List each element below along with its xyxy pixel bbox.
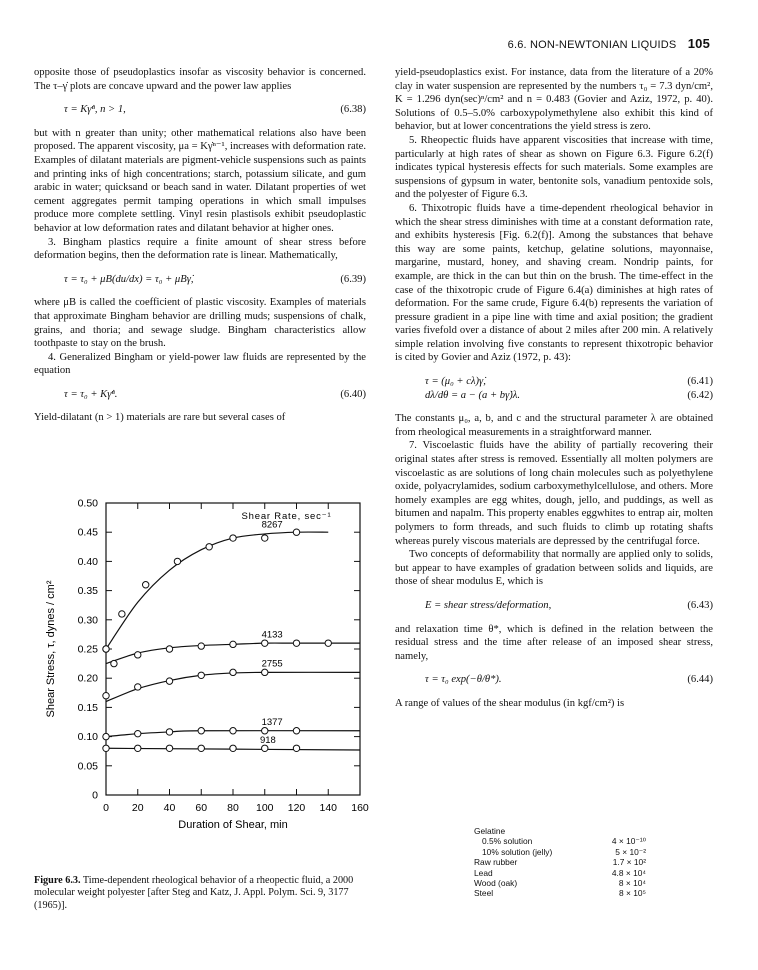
material-cell: Wood (oak) [474, 878, 518, 889]
data-point-8267 [293, 529, 299, 535]
equation-6-39: τ = τ₀ + μB(du/dx) = τ₀ + μBγ̇, (6.39) [64, 273, 366, 285]
data-point-1377 [262, 728, 268, 734]
data-point-4133 [293, 640, 299, 646]
table-row [474, 857, 646, 867]
data-point-2755 [166, 678, 172, 684]
x-tick-label: 20 [131, 802, 144, 814]
data-point-2755 [198, 672, 204, 678]
paragraph: where μB is called the coefficient of plastic viscosity. Examples of materials that approximate Bingham behavior are drilling muds; suspensions of chalk, grains, and thoria; and sewage sludge. Bingham characteristics allow toothpaste to stay on the brush. [34, 297, 366, 350]
modulus-cell: 4.8 × 10⁴ [611, 867, 646, 878]
paragraph: and relaxation time θ*, which is defined in the relation between the residual stress and the time after release of an imposed shear stress, namely, [395, 623, 713, 662]
equation-6-38: τ = Kγ̇ⁿ, n > 1, (6.38) [64, 104, 366, 116]
legend-title: Shear Rate, sec⁻¹ [241, 510, 332, 522]
caption-text: Time-dependent rheological behavior of a rheopectic fluid, a 2000 molecular weight polyester [after Steg and Katz, J. Appl. Polym. Sci. 9, 3177 (1965)]. [34, 875, 354, 911]
material-cell: Lead [474, 867, 493, 878]
data-point-8267 [142, 582, 148, 588]
equation-6-40: τ = τ₀ + Kγ̇ⁿ. (6.40) [64, 388, 366, 400]
caption-label: Figure 6.3. [34, 875, 81, 886]
table-row [474, 888, 646, 898]
data-point-1377 [198, 728, 204, 734]
modulus-cell: 4 × 10⁻¹⁰ [611, 836, 646, 847]
data-point-4133 [262, 640, 268, 646]
y-axis-label: Shear Stress, τ, dynes / cm² [45, 580, 57, 718]
y-tick-label: 0.35 [77, 585, 98, 598]
equation-6-44: τ = τ₀ exp(−θ/θ*). (6.44) [425, 674, 713, 686]
data-point-8267 [174, 558, 180, 564]
x-tick-label: 120 [287, 802, 306, 814]
data-point-918 [103, 745, 109, 751]
paragraph: 4. Generalized Bingham or yield-power law fluids are represented by the equation [34, 351, 366, 377]
paragraph: opposite those of pseudoplastics insofar as viscosity behavior is concerned. The τ–γ̇ plots are concave upward and the power law applies [34, 67, 366, 92]
paragraph: Yield-dilatant (n > 1) materials are rare but several cases of [34, 412, 286, 424]
x-tick-label: 60 [195, 802, 208, 814]
table-row [474, 826, 646, 836]
data-point-918 [166, 745, 172, 751]
paragraph: 7. Viscoelastic fluids have the ability of partially recovering their original states after stress is removed. Essentially all molten polymers are viscoelastic as are solutions of long chain molecules such as polyethylene oxide, polyacrylamides, sodium carboxymethylcellulose, and others. More homely examples are egg whites, dough, jello, and puddings, as well as bitumen and napalm. This property enables eggwhites to entrap air, molten polymers to form threads, and such fluids to climb up rotating shafts whereas purely viscous materials are depressed by the centrifugal force. [395, 440, 713, 547]
series-label: 4133 [261, 629, 283, 641]
material-cell: 10% solution (jelly) [482, 846, 553, 857]
x-tick-label: 100 [255, 802, 274, 814]
series-line-2755 [106, 672, 360, 701]
paragraph: The constants μ₀, a, b, and c and the structural parameter λ are obtained from rheological measurements in a straightforward manner. [395, 413, 713, 438]
data-point-918 [230, 745, 236, 751]
figure-6-3-chart [34, 490, 374, 835]
data-point-2755 [262, 669, 268, 675]
paragraph: 6. Thixotropic fluids have a time-dependent rheological behavior in which the shear stress diminishes with time at a constant deformation rate, and exhibits hysteresis [Fig. 6.2(f)]. Among the substances that behave this way are some paints, ketchup, gelatine solutions, mayonnaise, margarine, mustard, honey, and shaving cream. Nondrip paints, for example, are thick in the can but thin on the brush. The time-effect in the case of the thixotropic crude of Figure 6.4(a) diminishes at high rates of deformation. For the same crude, Figure 6.4(b) represents the variation of pressure gradient in a pipe line with time and axial position; the gradient varies fivefold over a distance of about 2 miles after 200 min. A relatively simple relation involving five constants to represent thixotropic behavior is cited by Govier and Aziz (1972, p. 43): [395, 202, 713, 364]
y-tick-label: 0.30 [77, 614, 98, 627]
data-point-1377 [135, 730, 141, 736]
series-label: 918 [259, 735, 276, 747]
series-line-8267 [106, 532, 328, 649]
data-point-4133 [166, 646, 172, 652]
table-row [474, 868, 646, 878]
data-point-1377 [103, 733, 109, 739]
x-tick-label: 40 [163, 802, 176, 814]
data-point-1377 [293, 728, 299, 734]
data-point-918 [135, 745, 141, 751]
y-tick-label: 0 [92, 789, 98, 802]
y-tick-label: 0.25 [77, 643, 98, 656]
series-label: 1377 [261, 716, 283, 728]
x-tick-label: 160 [351, 802, 369, 814]
data-point-4133 [230, 641, 236, 647]
x-tick-label: 80 [227, 802, 239, 814]
data-point-4133 [325, 640, 331, 646]
data-point-2755 [135, 684, 141, 690]
left-column [34, 66, 366, 425]
equations-6-41-6-42: τ = (μ₀ + cλ)γ̇, (6.41) dλ/dθ = a − (a + bγ̇)λ. (6.42) [425, 376, 713, 401]
x-tick-label: 140 [319, 802, 338, 814]
paragraph: but with n greater than unity; other mathematical relations also have been proposed. The apparent viscosity, μa = Kγ̇ⁿ⁻¹, increases with deformation rate. Examples of dilatant materials are pigment-vehicle suspensions such as paints and printing inks of high concentrations; starch, potassium silicate, and gum arabic in water; quicksand or beach sand in water. Dilatant properties of wet cement aggregates permit tamping operations in which small impulses produce more complete settling. Vinyl resin plastisols exhibit pseudoplastic behavior at low deformation rates and dilatant behavior at higher ones. [34, 127, 366, 234]
table-row [474, 847, 646, 857]
material-cell: Raw rubber [474, 857, 518, 868]
paragraph: Two concepts of deformability that normally are applied only to solids, but appear to have examples of gradation between solids and liquids, are those of shear modulus E, which is [395, 549, 713, 588]
modulus-cell: 8 × 10⁴ [618, 878, 646, 889]
series-label: 8267 [261, 519, 283, 531]
data-point-2755 [103, 693, 109, 699]
modulus-cell [586, 826, 646, 836]
data-point-8267 [262, 535, 268, 541]
x-tick-label: 0 [103, 802, 109, 814]
y-tick-label: 0.10 [77, 731, 98, 744]
material-cell: Steel [474, 888, 494, 899]
x-axis-label: Duration of Shear, min [178, 819, 288, 831]
running-header [508, 36, 710, 51]
data-point-1377 [166, 729, 172, 735]
data-point-918 [198, 745, 204, 751]
page-number: 105 [687, 36, 710, 51]
y-tick-label: 0.40 [77, 555, 98, 568]
section-title: 6.6. NON-NEWTONIAN LIQUIDS [507, 39, 677, 51]
y-tick-label: 0.05 [77, 760, 98, 773]
data-point-8267 [119, 611, 125, 617]
data-point-2755 [230, 669, 236, 675]
table-row [474, 878, 646, 888]
series-label: 2755 [261, 658, 283, 670]
y-tick-label: 0.15 [77, 701, 98, 714]
material-cell: Gelatine [474, 826, 506, 836]
data-point-918 [262, 745, 268, 751]
y-tick-label: 0.50 [77, 497, 98, 510]
shear-modulus-table [474, 826, 646, 899]
material-cell: 0.5% solution [482, 836, 533, 847]
modulus-cell: 1.7 × 10² [612, 857, 646, 868]
paragraph: A range of values of the shear modulus (in kgf/cm²) is [395, 697, 625, 709]
data-point-8267 [206, 544, 212, 550]
paragraph: yield-pseudoplastics exist. For instance, data from the literature of a 20% clay in water suspension are represented by the numbers τ₀ = 7.3 dyn/cm², K = 1.296 dyn(sec)ⁿ/cm² and n = 0.483 (Govier and Aziz, 1972, p. 40). Solutions of 0.5–5.0% carboxypolymethylene also exhibit this kind of behavior, but at lower concentrations the yield stress is zero. [395, 67, 713, 133]
data-point-4133 [198, 643, 204, 649]
data-point-918 [293, 745, 299, 751]
data-point-8267 [230, 535, 236, 541]
paragraph: 5. Rheopectic fluids have apparent viscosities that increase with time, particularly at high rates of shear as shown on Figure 6.3. Figure 6.2(f) indicates typical hysteresis effects for such materials. Some examples are suspensions of gypsum in water, bentonite sols, vanadium pentoxide sols, and the polyester of Figure 6.3. [395, 134, 713, 201]
right-column [395, 66, 713, 711]
data-point-4133 [103, 646, 109, 652]
modulus-cell: 5 × 10⁻² [615, 846, 646, 857]
equation-6-43: E = shear stress/deformation, (6.43) [425, 599, 713, 611]
y-tick-label: 0.45 [77, 526, 98, 539]
figure-caption [34, 875, 364, 912]
modulus-cell: 8 × 10⁵ [619, 888, 646, 899]
paragraph: 3. Bingham plastics require a finite amount of shear stress before deformation begins, then the deformation rate is linear. Mathematically, [34, 236, 366, 262]
data-point-1377 [230, 728, 236, 734]
table-row [474, 836, 646, 846]
data-point-4133 [135, 652, 141, 658]
data-point-4133 [111, 660, 117, 666]
y-tick-label: 0.20 [77, 672, 98, 685]
